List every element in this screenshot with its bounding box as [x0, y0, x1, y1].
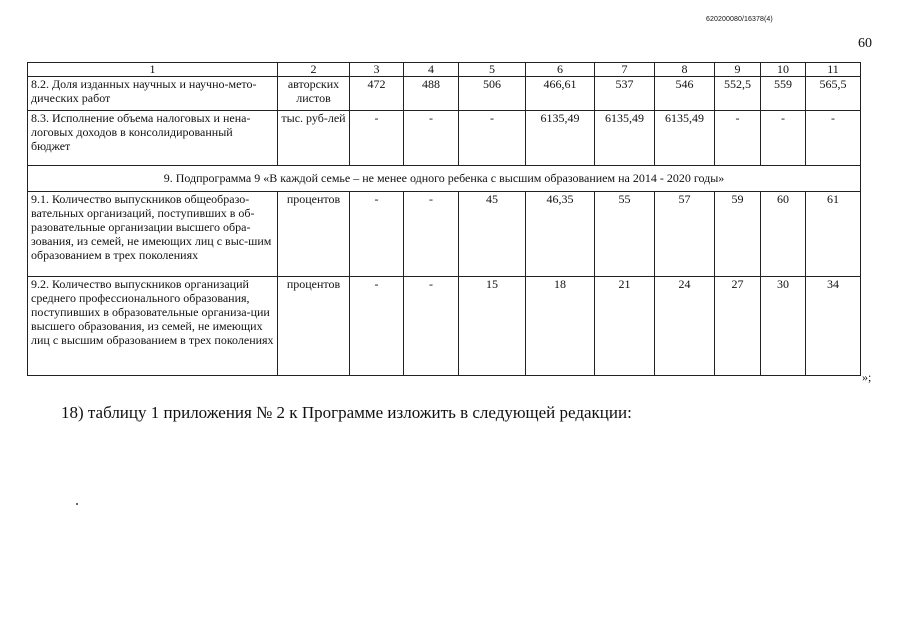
value-cell: 18: [526, 277, 595, 376]
table-row: [28, 77, 861, 111]
value-cell: 21: [595, 277, 655, 376]
value-cell: -: [404, 192, 459, 277]
value-cell: 6135,49: [595, 111, 655, 166]
value-cell: 546: [655, 77, 715, 111]
value-cell: 15: [459, 277, 526, 376]
unit-cell: процентов: [278, 277, 350, 376]
unit-cell: авторских листов: [278, 77, 350, 111]
value-cell: 30: [761, 277, 806, 376]
value-cell: -: [806, 111, 861, 166]
value-cell: 488: [404, 77, 459, 111]
indicator-description: 8.3. Исполнение объема налоговых и нена-логовых доходов в консолидированный бюджет: [28, 111, 278, 166]
table-row: [28, 192, 861, 277]
value-cell: 24: [655, 277, 715, 376]
column-header: 7: [595, 63, 655, 77]
table-row: [28, 277, 861, 376]
scan-speck: [76, 503, 78, 505]
instruction-paragraph: 18) таблицу 1 приложения № 2 к Программе изложить в следующей редакции:: [61, 403, 632, 422]
value-cell: 34: [806, 277, 861, 376]
value-cell: -: [761, 111, 806, 166]
value-cell: 59: [715, 192, 761, 277]
value-cell: -: [715, 111, 761, 166]
column-header: 1: [28, 63, 278, 77]
column-number-row: [28, 63, 861, 77]
indicators-table: [27, 62, 861, 376]
table-row: [28, 111, 861, 166]
value-cell: 537: [595, 77, 655, 111]
value-cell: 552,5: [715, 77, 761, 111]
value-cell: -: [350, 277, 404, 376]
unit-cell: тыс. руб-лей: [278, 111, 350, 166]
value-cell: -: [350, 111, 404, 166]
indicator-description: 8.2. Доля изданных научных и научно-мето-дических работ: [28, 77, 278, 111]
column-header: 6: [526, 63, 595, 77]
column-header: 4: [404, 63, 459, 77]
section-row: [28, 166, 861, 192]
value-cell: 27: [715, 277, 761, 376]
subprogram-title: 9. Подпрограмма 9 «В каждой семье – не менее одного ребенка с высшим образованием на 2014 - 2020 годы»: [28, 166, 861, 192]
value-cell: 45: [459, 192, 526, 277]
value-cell: -: [459, 111, 526, 166]
value-cell: 466,61: [526, 77, 595, 111]
value-cell: -: [350, 192, 404, 277]
value-cell: -: [404, 111, 459, 166]
column-header: 11: [806, 63, 861, 77]
value-cell: 559: [761, 77, 806, 111]
value-cell: 6135,49: [526, 111, 595, 166]
page-number: 60: [858, 36, 872, 51]
value-cell: 6135,49: [655, 111, 715, 166]
value-cell: 472: [350, 77, 404, 111]
column-header: 10: [761, 63, 806, 77]
value-cell: 46,35: [526, 192, 595, 277]
column-header: 8: [655, 63, 715, 77]
document-code: 620200080/16378(4): [706, 16, 773, 23]
value-cell: 60: [761, 192, 806, 277]
value-cell: 57: [655, 192, 715, 277]
unit-cell: процентов: [278, 192, 350, 277]
closing-quote-mark: »;: [862, 370, 872, 384]
value-cell: -: [404, 277, 459, 376]
value-cell: 55: [595, 192, 655, 277]
column-header: 9: [715, 63, 761, 77]
indicator-description: 9.1. Количество выпускников общеобразо-вательных организаций, поступивших в об-разовательные организации высшего обра-зования, из семей, не имеющих лиц с выс-шим образованием в трех поколениях: [28, 192, 278, 277]
value-cell: 565,5: [806, 77, 861, 111]
column-header: 5: [459, 63, 526, 77]
column-header: 3: [350, 63, 404, 77]
value-cell: 506: [459, 77, 526, 111]
column-header: 2: [278, 63, 350, 77]
value-cell: 61: [806, 192, 861, 277]
indicator-description: 9.2. Количество выпускников организаций среднего профессионального образования, поступивших в образовательные организа-ции высшего образования, из семей, не имеющих лиц с высшим образованием в трех поколениях: [28, 277, 278, 376]
